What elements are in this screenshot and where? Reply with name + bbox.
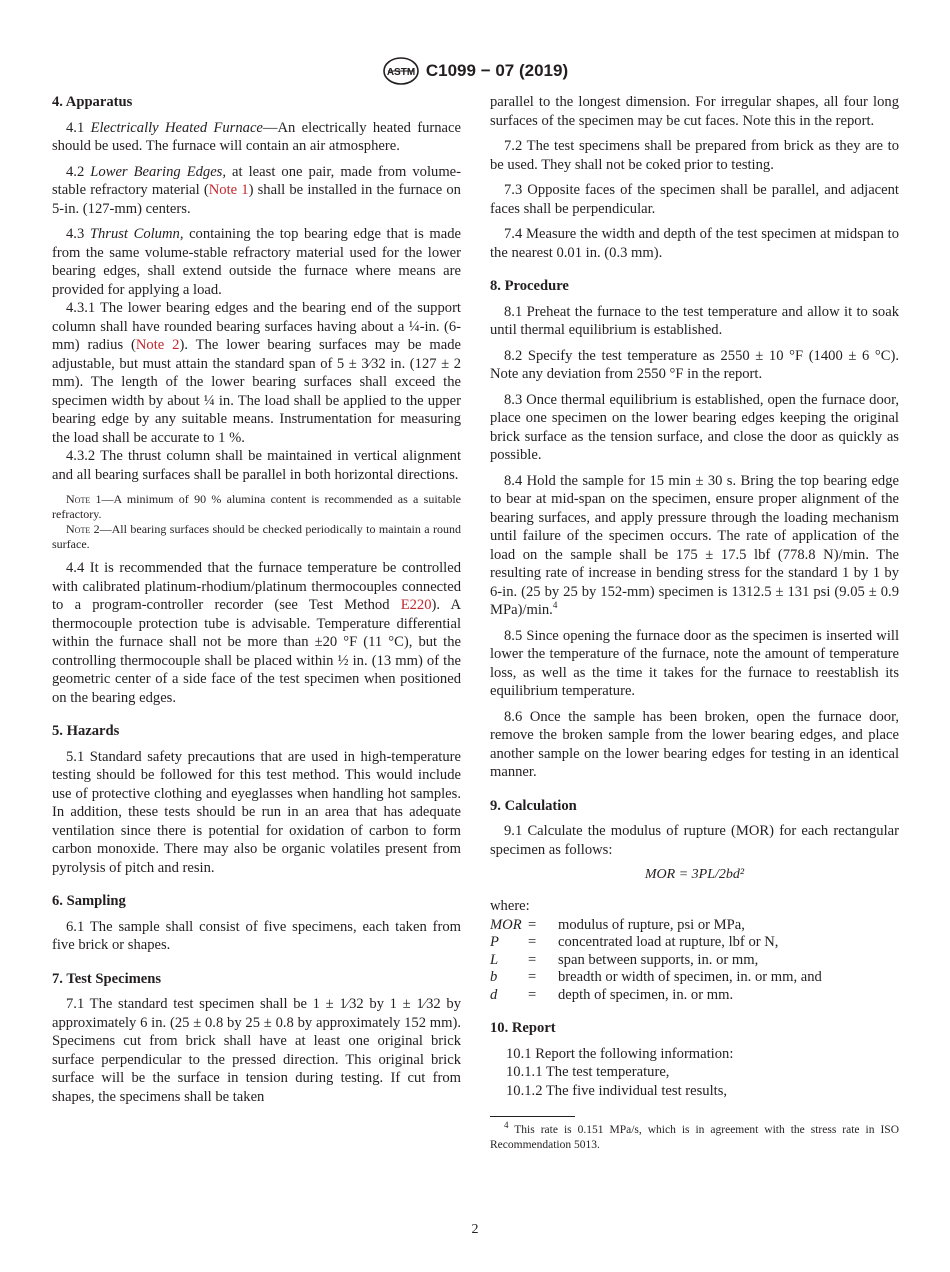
e220-link[interactable]: E220 xyxy=(400,597,432,613)
paragraph-7-1-part-1: 7.1 The standard test specimen shall be 1 ± 1⁄32 by 1 ± 1⁄32 by approximately 6 in. (25 ± 0.8 by 25 ± 0.8 by approximately 152 mm). Specimens cut from brick shall have at least one original brick surface perpendicular to the pressed direction. This original brick surface will be the surface in tension during testing. If cut from shapes, the specimens shall be taken xyxy=(52,996,461,1105)
paragraph-4-2: 4.2 Lower Bearing Edges, at least one pair, made from volume-stable refractory material (Note 1) shall be installed in the furnace on 5-in. (127-mm) centers. xyxy=(52,163,462,217)
term-thrust-column: Thrust Column, xyxy=(89,226,184,242)
variable-row: b = breadth or width of specimen, in. or mm, and xyxy=(490,969,822,986)
section-10-title: 10. Report xyxy=(490,1020,556,1037)
note-2: Note 2—All bearing surfaces should be checked periodically to maintain a round surface. xyxy=(52,522,462,551)
variable-row: d = depth of specimen, in. or mm. xyxy=(490,986,734,1003)
paragraph-5-1: 5.1 Standard safety precautions that are used in high-temperature testing should be followed for this test method. This would include use of protective clothing and eyeglasses when handling hot samples. In addition, these tests should be run in an area that has adequate ventilation since there is potential for oxidation of carbon to form carbon monoxide. There may also be organic volatiles present from pyrolysis of pitch and resin. xyxy=(52,748,461,876)
variable-list xyxy=(490,917,899,1004)
paragraph-4-3: 4.3 Thrust Column, containing the top bearing edge that is made from the same volume-stable refractory material used for the lower bearing edges, shall extend outside the furnace where means are provided for applying a load. xyxy=(52,226,462,298)
where-label: where: xyxy=(490,897,530,914)
paragraph-10-1-2: 10.1.2 The five individual test results, xyxy=(506,1082,728,1099)
paragraph-7-2: 7.2 The test specimens shall be prepared from brick as they are to be used. They shall not be coked prior to testing. xyxy=(490,138,899,173)
section-9-title: 9. Calculation xyxy=(490,797,577,814)
page-header xyxy=(0,56,950,86)
paragraph-7-4: 7.4 Measure the width and depth of the test specimen at midspan to the nearest 0.01 in. (0.3 mm). xyxy=(490,226,899,261)
right-column xyxy=(490,93,899,1152)
astm-logo-text: ASTM xyxy=(386,67,416,78)
paragraph-10-1-1: 10.1.1 The test temperature, xyxy=(506,1064,670,1081)
note-1: Note 1—A minimum of 90 % alumina content is recommended as a suitable refractory. xyxy=(52,492,461,521)
paragraph-6-1: 6.1 The sample shall consist of five specimens, each taken from five brick or shapes. xyxy=(52,918,461,953)
paragraph-7-1-part-2: parallel to the longest dimension. For irregular shapes, all four long surfaces of the specimen may be cut faces. Note this in the report. xyxy=(490,94,899,129)
document-id: C1099 − 07 (2019) xyxy=(425,60,569,80)
page-number: 2 xyxy=(471,1222,479,1237)
paragraph-7-3: 7.3 Opposite faces of the specimen shall be parallel, and adjacent faces shall be perpendicular. xyxy=(490,182,899,217)
paragraph-4-3-1: 4.3.1 The lower bearing edges and the bearing end of the support column shall have rounded bearing surfaces having about a ¼-in. (6-mm) radius (Note 2). The lower bearing surfaces may be made adjustable, but must attain the standard span of 5 ± 3⁄32 in. (127 ± 2 mm). The length of the lower bearing surfaces shall exceed the specimen width by about ¼ in. The load shall be applied to the upper bearing edge by any suitable means. Instrumentation for measuring the load shall be accurate to 1 %. xyxy=(52,300,461,446)
paragraph-8-2: 8.2 Specify the test temperature as 2550 ± 10 °F (1400 ± 6 °C). Note any deviation from 2550 °F in the report. xyxy=(490,347,899,382)
footnote-4: $^4$ This rate is 0.151 MPa/s, which is in agreement with the stress rate in ISO Recommendation 5013. xyxy=(490,1120,899,1151)
footnote-divider xyxy=(490,1116,575,1117)
section-4-title: 4. Apparatus xyxy=(52,94,133,110)
paragraph-8-6: 8.6 Once the sample has been broken, open the furnace door, remove the broken sample from the lower bearing edges, and place another sample on the lower bearing edges for testing in an identical manner. xyxy=(490,708,899,780)
section-7-title: 7. Test Specimens xyxy=(52,970,162,987)
paragraph-8-1: 8.1 Preheat the furnace to the test temperature and allow it to soak until thermal equilibrium is established. xyxy=(490,303,899,338)
paragraph-8-4: 8.4 Hold the sample for 15 min ± 30 s. Bring the top bearing edge to bear at mid-span on the specimen, ensure proper alignment of the bearing surfaces, and apply pressure through the loading mechanism until failure of the specimen occurs. The rate of application of the load on the sample shall be 175 ± 17.5 lbf (778.8 N)/min. The resulting rate of increase in bending stress for the standard 1 by 1 by 6-in. (25 by 25 by 152-mm) specimen is 1312.5 ± 131 psi (9.05 ± 0.9 MPa)/min.$^4$ xyxy=(490,472,899,618)
footnote-ref-4[interactable]: 4 xyxy=(552,600,558,611)
note-1-link[interactable]: Note 1 xyxy=(208,182,249,198)
paragraph-4-1: 4.1 Electrically Heated Furnace—An electrically heated furnace should be used. The furnace will contain an air atmosphere. xyxy=(52,119,461,154)
paragraph-4-3-2: 4.3.2 The thrust column shall be maintained in vertical alignment and all bearing surfaces shall be parallel in both horizontal directions. xyxy=(52,448,461,483)
paragraph-4-4: 4.4 It is recommended that the furnace temperature be controlled with calibrated platinum-rhodium/platinum thermocouples connected to a program-controller recorder (see Test Method E220). A thermocouple protection tube is advisable. Temperature differential within the furnace shall not be more than ±20 °F (11 °C), but the controlling thermocouple shall be placed within ½ in. (13 mm) of the geometric center of a side face of the test specimen when positioned on the bearing edges. xyxy=(52,560,461,706)
mor-equation: MOR = 3PL/2bd² xyxy=(644,867,745,882)
term-lower-bearing-edges: Lower Bearing Edges, xyxy=(90,163,227,180)
section-8-title: 8. Procedure xyxy=(490,278,569,294)
paragraph-8-5: 8.5 Since opening the furnace door as the specimen is inserted will lower the temperature of the furnace, note the amount of temperature loss, as well as the time it takes for the furnace to reestablish its equilibrium temperature. xyxy=(490,627,899,699)
left-column xyxy=(52,93,461,1113)
note-2-link[interactable]: Note 2 xyxy=(135,337,180,353)
paragraph-8-3: 8.3 Once thermal equilibrium is established, open the furnace door, place one specimen on the lower bearing edges keeping the original brick surface as the tension surface, and close the door as quickly as possible. xyxy=(490,391,899,463)
paragraph-10-1: 10.1 Report the following information: xyxy=(506,1045,734,1062)
section-6-title: 6. Sampling xyxy=(52,893,126,909)
section-5-title: 5. Hazards xyxy=(52,723,120,739)
paragraph-9-1: 9.1 Calculate the modulus of rupture (MOR) for each rectangular specimen as follows: xyxy=(490,823,899,858)
astm-logo-icon xyxy=(382,56,420,86)
term-furnace: Electrically Heated Furnace xyxy=(90,119,263,136)
variable-row: L = span between supports, in. or mm, xyxy=(490,951,759,968)
variable-row: MOR = modulus of rupture, psi or MPa, xyxy=(490,917,745,933)
variable-row: P = concentrated load at rupture, lbf or N, xyxy=(490,934,779,951)
